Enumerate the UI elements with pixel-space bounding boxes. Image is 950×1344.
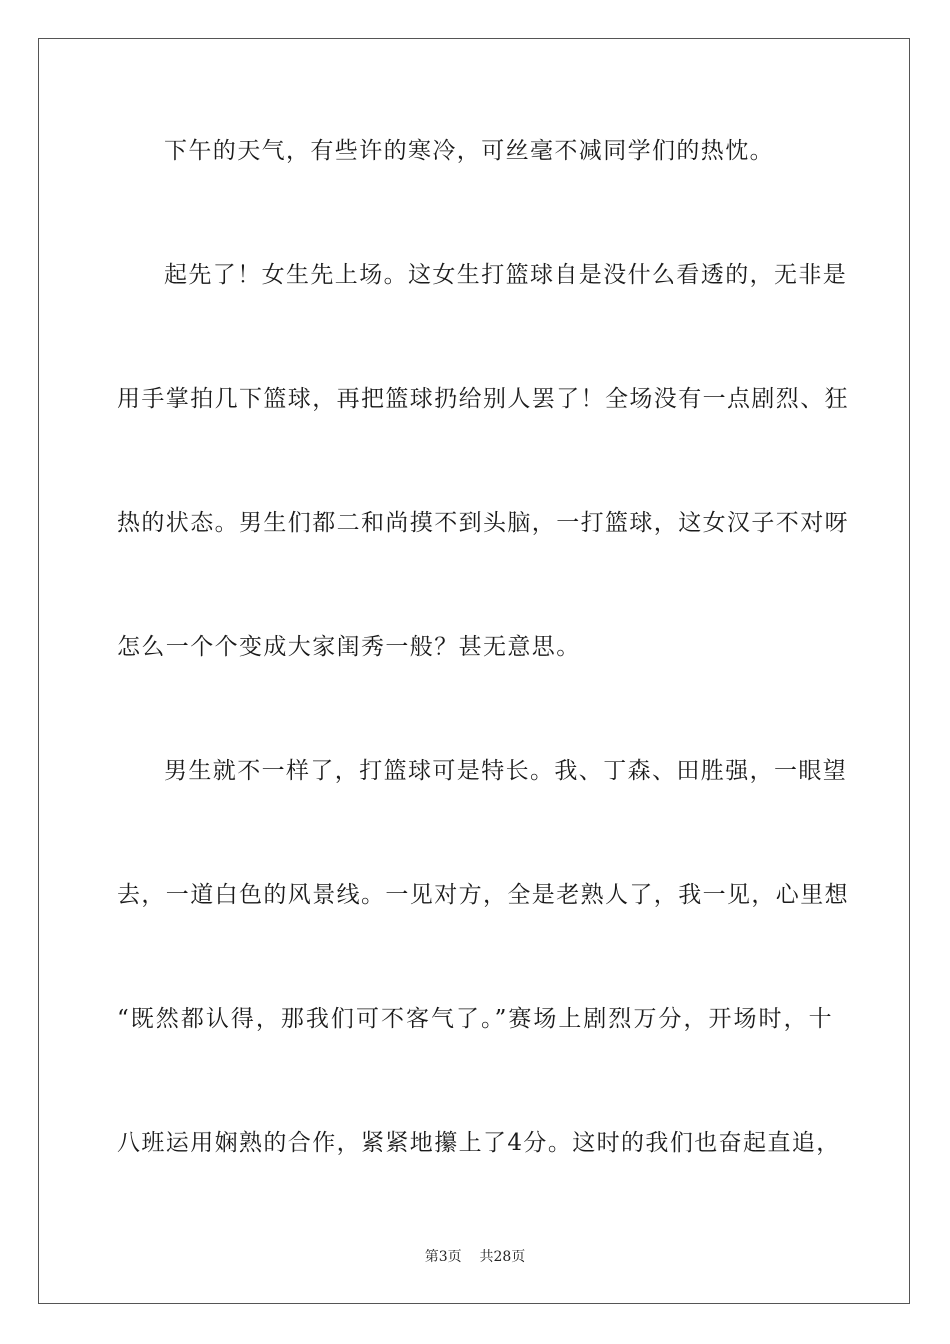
paragraph-1-line-1: 下午的天气，有些许的寒冷，可丝毫不减同学们的热忱。 [164,138,774,164]
paragraph-3-line-4: 八班运用娴熟的合作，紧紧地攥上了4分。这时的我们也奋起直追， [117,1130,841,1156]
paragraph-2-line-2: 用手掌拍几下篮球，再把篮球扔给别人罢了！全场没有一点剧烈、狂 [117,386,849,412]
paragraph-2-line-4: 怎么一个个变成大家闺秀一般？甚无意思。 [117,634,581,660]
paragraph-3-line-3: “既然都认得，那我们可不客气了。”赛场上剧烈万分，开场时，十 [117,1006,833,1032]
paragraph-2-line-3: 热的状态。男生们都二和尚摸不到头脑，一打篮球，这女汉子不对呀 [117,510,849,536]
paragraph-3-line-1: 男生就不一样了，打篮球可是特长。我、丁森、田胜强，一眼望 [164,758,848,784]
page-footer [0,1247,950,1267]
page-number-current: 第3页 [424,1249,462,1265]
paragraph-2-line-1: 起先了！女生先上场。这女生打篮球自是没什么看透的，无非是 [164,262,848,288]
paragraph-3-line-2: 去，一道白色的风景线。一见对方，全是老熟人了，我一见，心里想 [117,882,849,908]
page-border [38,38,910,1304]
page-number-total: 共28页 [479,1249,526,1265]
